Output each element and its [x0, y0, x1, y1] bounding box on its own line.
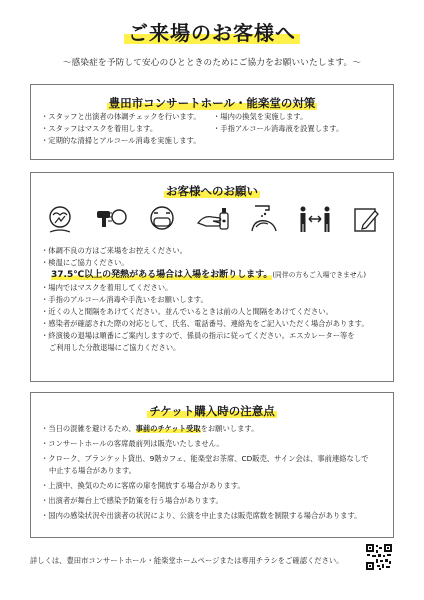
venue-measures-list: [41, 111, 385, 147]
list-item: ・定期的な清掃とアルコール消毒を実施します。: [41, 136, 201, 145]
title-area: [0, 22, 424, 44]
thermometer-icon: [94, 203, 128, 235]
customer-requests-list: [41, 245, 387, 354]
list-item: ・ 検温にご協力ください。: [41, 257, 387, 269]
ticket-notes-list: [41, 423, 387, 525]
list-item: ・ 手指のアルコール消毒や手洗いをお願いします。: [41, 294, 387, 306]
social-distance-icon: [298, 203, 332, 235]
list-item-continuation: 中止する場合があります。: [49, 466, 136, 475]
list-item: ・スタッフはマスクを着用します。: [41, 124, 158, 133]
page-title: ご来場のお客様へ: [124, 22, 300, 44]
list-item: ・ 体調不良の方はご来場をお控えください。: [41, 245, 387, 257]
footer-note: 詳しくは、豊田市コンサートホール・能楽堂ホームページまたは専用チラシをご確認ください。: [30, 556, 344, 565]
ticket-notes-panel: [30, 392, 394, 538]
customer-requests-panel: [30, 172, 394, 382]
list-item: ・ 国内の感染状況や出演者の状況により、公演を中止または販売席数を制限する場合があります。: [41, 510, 387, 525]
list-item: ・ 近くの人と間隔をあけてください。並んでいるときは前の人と間隔をあけてください。: [41, 306, 387, 318]
list-item: ・場内の換気を実施します。: [213, 112, 308, 121]
list-item-continuation: ご利用した分散退場にご協力ください。: [49, 343, 181, 352]
list-item: ・ 感染者が確認された際の対応として、氏名、電話番号、連絡先をご記入いただく場合があります。: [41, 318, 387, 330]
list-item: ・ 場内ではマスクを着用してください。: [41, 282, 387, 294]
ticket-notes-heading: チケット購入時の注意点: [149, 404, 275, 418]
list-row: [41, 135, 385, 147]
venue-measures-panel: [30, 84, 394, 160]
fever-refusal-notice: 37.5℃以上の発熱がある場合は入場をお断りします。(同伴の方もご入場できません): [51, 270, 367, 280]
list-item: ・ 当日の混雑を避けるため、事前のチケット受取をお願いします。: [41, 423, 387, 438]
customer-requests-heading: お客様へのお願い: [166, 184, 258, 198]
page-subtitle: 〜感染症を予防して安心のひとときのためにご協力をお願いいたします。〜: [62, 58, 362, 68]
mask-icon: [145, 203, 179, 235]
venue-measures-heading: 豊田市コンサートホール・能楽堂の対策: [108, 96, 316, 110]
list-item: ・手指アルコール消毒液を設置します。: [213, 124, 344, 133]
qr-code-icon[interactable]: [366, 544, 392, 570]
list-item: ・ コンサートホールの客席最前列は販売いたしません。: [41, 438, 387, 453]
list-row: [41, 123, 385, 135]
list-item: ・ 出演者が舞台上で感染予防策を行う場合があります。: [41, 495, 387, 510]
list-item: ・ クローク、ブランケット貸出、9階カフェ、能楽堂お茶席、CD販売、サイン会は、事前連絡なしで: [41, 453, 387, 468]
list-item: ・ 上演中、換気のために客席の扉を開放する場合があります。: [41, 480, 387, 495]
list-row: [41, 111, 385, 123]
list-item: ・ 終演後の退場は順番にご案内しますので、係員の指示に従ってください。エスカレーター等を: [41, 330, 387, 342]
request-icons: [43, 203, 383, 235]
contact-form-icon: [349, 203, 383, 235]
hand-washing-icon: [247, 203, 281, 235]
hand-sanitizer-icon: [196, 203, 230, 235]
list-item: ・スタッフと出演者の体調チェックを行います。: [41, 112, 201, 121]
fever-icon: [43, 203, 77, 235]
